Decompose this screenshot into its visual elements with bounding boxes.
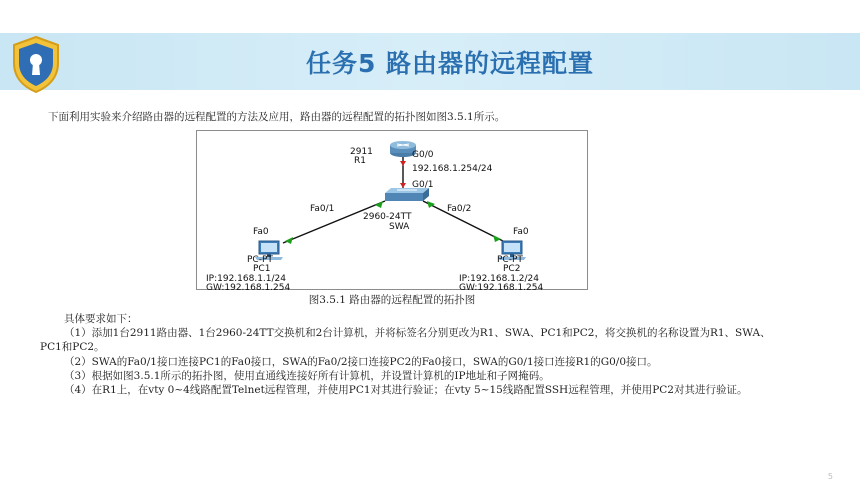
topology-diagram bbox=[197, 131, 589, 291]
switch-port-up-label: G0/1 bbox=[412, 180, 434, 190]
pc1-port-label: Fa0 bbox=[253, 227, 269, 237]
intro-text: 下面利用实验来介绍路由器的远程配置的方法及应用，路由器的远程配置的拓扑图如图3.5.1所示。 bbox=[48, 111, 506, 123]
requirement-item: （2）SWA的Fa0/1接口连接PC1的Fa0接口，SWA的Fa0/2接口连接PC2的Fa0接口，SWA的G0/1接口连接R1的G0/0接口。 bbox=[64, 355, 658, 368]
pc2-ip-label: IP:192.168.1.2/24 bbox=[459, 274, 539, 284]
requirements-heading: 具体要求如下： bbox=[64, 313, 138, 325]
switch-model-label: 2960-24TT bbox=[363, 212, 412, 222]
figure-caption: 图3.5.1 路由器的远程配置的拓扑图 bbox=[308, 294, 476, 306]
switch-port-right-label: Fa0/2 bbox=[447, 204, 472, 214]
link-status-pc1 bbox=[285, 237, 293, 244]
requirements-section bbox=[40, 312, 780, 397]
router-port-label: G0/0 bbox=[412, 150, 434, 160]
pc2-type-label: PC-PT bbox=[497, 255, 523, 265]
page-number: 5 bbox=[827, 472, 833, 481]
link-status-fa01 bbox=[375, 201, 383, 208]
router-ip-label: 192.168.1.254/24 bbox=[412, 164, 493, 174]
router-name-label: R1 bbox=[354, 156, 366, 166]
pc1-ip-label: IP:192.168.1.1/24 bbox=[206, 274, 286, 284]
requirement-item: （3）根据如图3.5.1所示的拓扑图，使用直通线连接好所有计算机，并设置计算机的IP地址和子网掩码。 bbox=[64, 369, 550, 382]
pc2-gw-label: GW:192.168.1.254 bbox=[459, 283, 544, 291]
pc1-type-label: PC-PT bbox=[247, 255, 273, 265]
pc2-name-label: PC2 bbox=[503, 264, 521, 274]
page-title: 任务5 路由器的远程配置 bbox=[305, 49, 595, 78]
link-status-switch bbox=[400, 183, 406, 188]
link-status-pc2 bbox=[493, 235, 501, 242]
switch-name-label: SWA bbox=[389, 222, 410, 232]
switch-port-left-label: Fa0/1 bbox=[310, 204, 335, 214]
pc2-port-label: Fa0 bbox=[513, 227, 529, 237]
requirement-item: （1）添加1台2911路由器、1台2960-24TT交换机和2台计算机，并将标签名分别更改为R1、SWA、PC1和PC2，将交换机的名称设置为R1、SWA、PC1和PC2。 bbox=[40, 327, 771, 354]
requirement-item: （4）在R1上，在vty 0~4线路配置Telnet远程管理，并使用PC1对其进行验证；在vty 5~15线路配置SSH远程管理，并使用PC2对其进行验证。 bbox=[64, 384, 748, 397]
topology-figure bbox=[196, 130, 588, 290]
pc1-gw-label: GW:192.168.1.254 bbox=[206, 283, 291, 291]
pc1-name-label: PC1 bbox=[253, 264, 271, 274]
router-model-label: 2911 bbox=[350, 147, 373, 157]
link-status-router bbox=[400, 161, 406, 166]
